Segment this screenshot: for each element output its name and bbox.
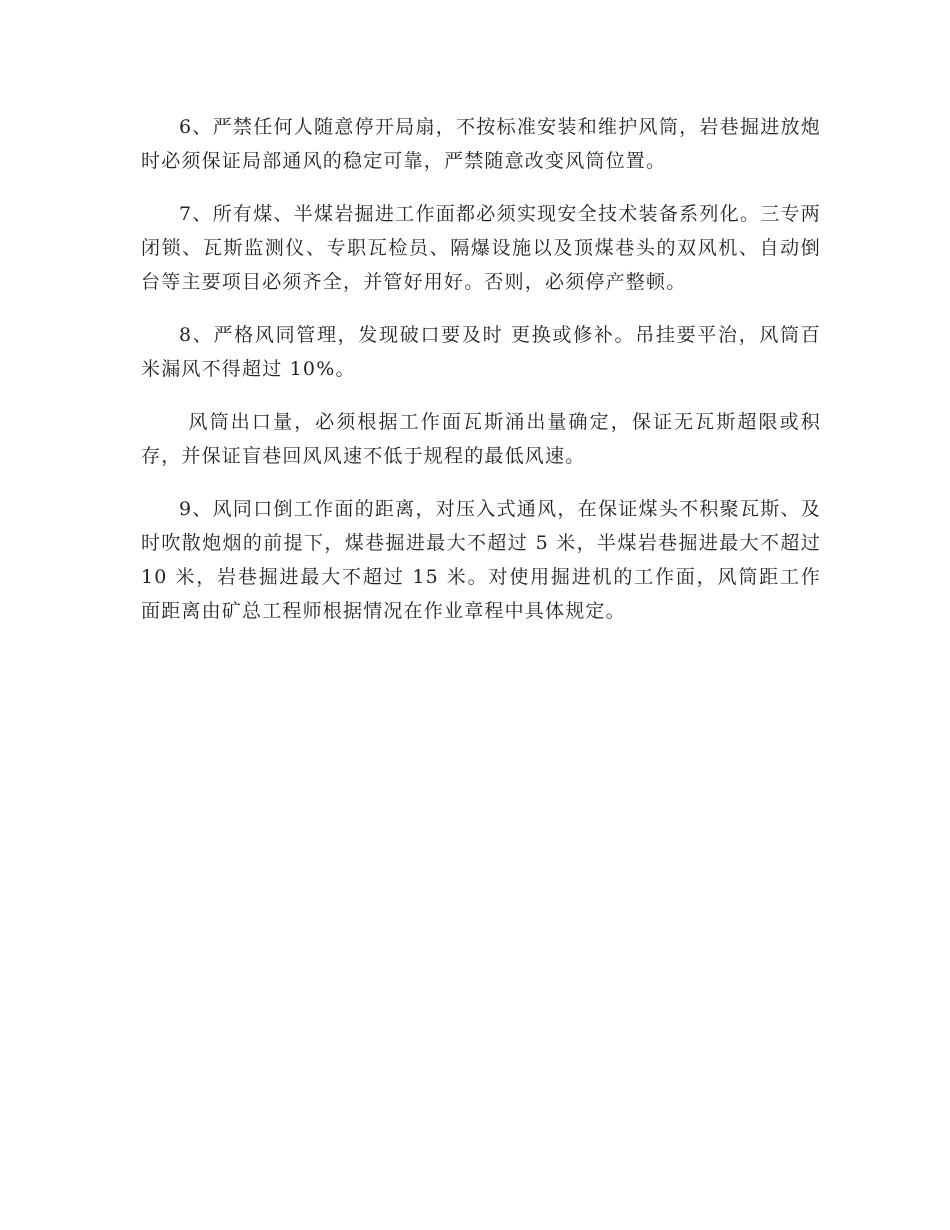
paragraph-item-7: 7、所有煤、半煤岩掘进工作面都必须实现安全技术装备系列化。三专两闭锁、瓦斯监测仪、专职瓦检员、隔爆设施以及顶煤巷头的双风机、自动倒台等主要项目必须齐全，并管好用好。否则，必须停产整顿。: [141, 203, 821, 293]
paragraph-outlet-volume: 风筒出口量，必须根据工作面瓦斯涌出量确定，保证无瓦斯超限或积存，并保证盲巷回风风速不低于规程的最低风速。: [141, 411, 821, 467]
paragraph-item-6: 6、严禁任何人随意停开局扇，不按标准安装和维护风筒，岩巷掘进放炮时必须保证局部通风的稳定可靠，严禁随意改变风筒位置。: [141, 116, 821, 172]
paragraph-item-9: 9、风同口倒工作面的距离，对压入式通风，在保证煤头不积聚瓦斯、及时吹散炮烟的前提下，煤巷掘进最大不超过 5 米，半煤岩巷掘进最大不超过 10 米，岩巷掘进最大不超过 15 米。对使用掘进机的工作面，风筒距工作面距离由矿总工程师根据情况在作业章程中具体规定。: [141, 498, 821, 622]
document-body: [141, 110, 821, 647]
paragraph-item-8: 8、严格风同管理，发现破口要及时 更换或修补。吊挂要平治，风筒百米漏风不得超过 10%。: [141, 324, 821, 380]
